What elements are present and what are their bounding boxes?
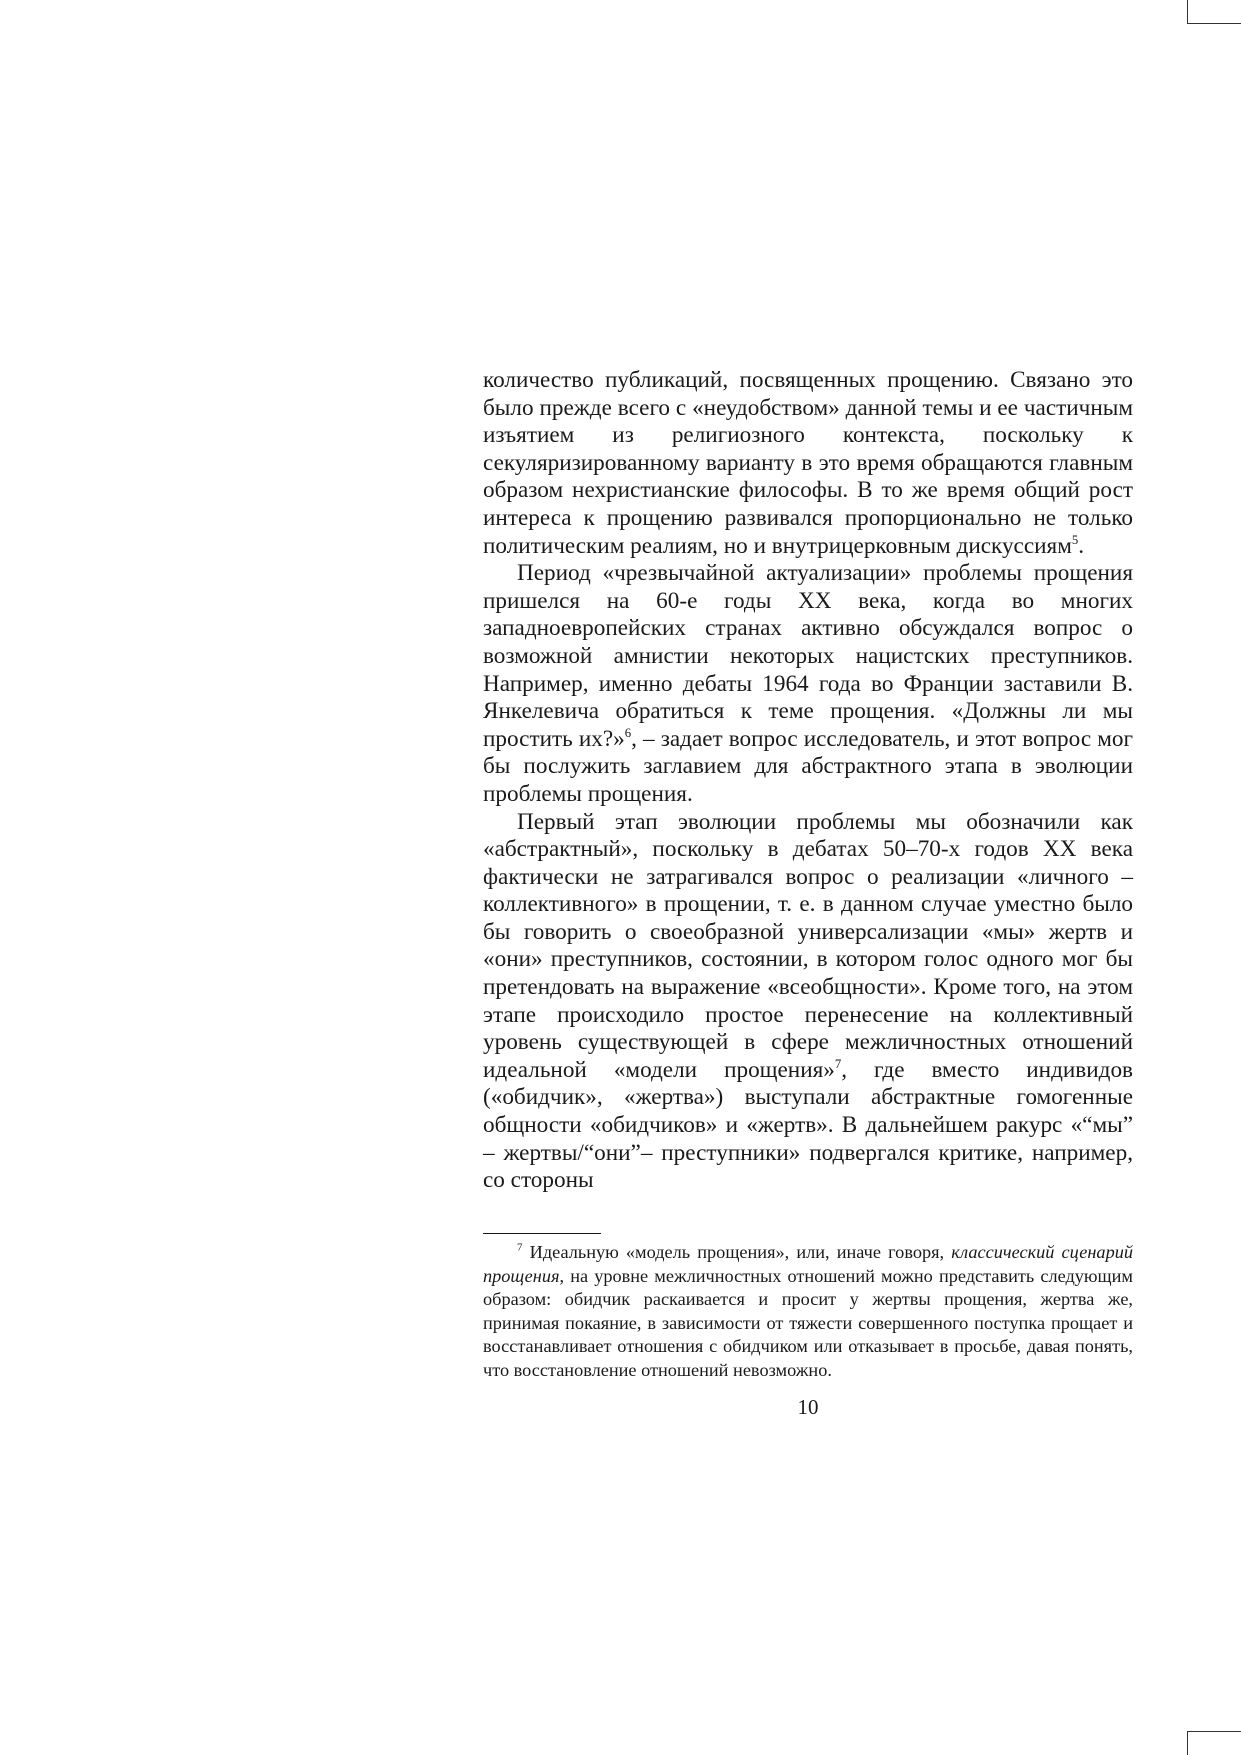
- main-text: [483, 367, 1133, 1195]
- paragraph-2: Период «чрезвычайной актуализации» проблемы прощения пришелся на 60-е годы XX века, когда во многих западноевропейских странах активно обсуждался вопрос о возможной амнистии некоторых нацистских преступников. Например, именно дебаты 1964 года во Франции заставили В. Янкелевича обратиться к теме прощения. «Должны ли мы простить их?»$^6$, – задает вопрос исследователь, и этот вопрос мог бы послужить заглавием для абстрактного этапа в эволюции проблемы прощения.: [483, 560, 1133, 807]
- paragraph-3: Первый этап эволюции проблемы мы обозначили как «абстрактный», поскольку в дебатах 50–70-х годов XX века фактически не затрагивался вопрос о реализации «личного – коллективного» в прощении, т. е. в данном случае уместно было бы говорить о своеобразной универсализации «мы» жертв и «они» преступников, состоянии, в котором голос одного мог бы претендовать на выражение «всеобщности». Кроме того, на этом этапе происходило простое перенесение на коллективный уровень существующей в сфере межличностных отношений идеальной «модели прощения»$^7$, где вместо индивидов («обидчик», «жертва») выступали абстрактные гомогенные общности «обидчиков» и «жертв». В дальнейшем ракурс «“мы” – жертвы/“они”– преступники» подвергался критике, например, со стороны: [483, 808, 1133, 1194]
- crop-mark-bottom-vertical: [1187, 1731, 1188, 1755]
- footnote-ref-6: 6: [624, 725, 632, 740]
- footnote-number: 7: [517, 1241, 523, 1254]
- footnote-ref-5: 5: [1071, 532, 1079, 547]
- footnote-separator: [483, 1233, 601, 1234]
- page-number: 10: [797, 1395, 819, 1419]
- footnote-7: $^7$ Идеальную «модель прощения», или, иначе говоря, классический сценарий прощения, на уровне межличностных отношений можно представить следующим образом: обидчик раскаивается и просит у жертвы прощения, жертва же, принимая покаяние, в зависимости от тяжести совершенного поступка прощает и восстанавливает отношения с обидчиком или отказывает в просьбе, давая понять, что восстановление отношений невозможно.: [483, 1241, 1133, 1380]
- crop-mark-top-vertical: [1187, 0, 1188, 24]
- crop-mark-bottom-horizontal: [1188, 1731, 1241, 1732]
- footnote-emphasis: классический сценарий прощения: [483, 1242, 1133, 1286]
- crop-mark-top-horizontal: [1188, 23, 1241, 24]
- paragraph-1: количество публикаций, посвященных прощению. Связано это было прежде всего с «неудобством» данной темы и ее частичным изъятием из религиозного контекста, поскольку к секуляризированному варианту в это время обращаются главным образом нехристианские философы. В то же время общий рост интереса к прощению развивался пропорционально не только политическим реалиям, но и внутрицерковным дискуссиям$^5$.: [483, 367, 1133, 559]
- footnote-ref-7: 7: [834, 1056, 842, 1071]
